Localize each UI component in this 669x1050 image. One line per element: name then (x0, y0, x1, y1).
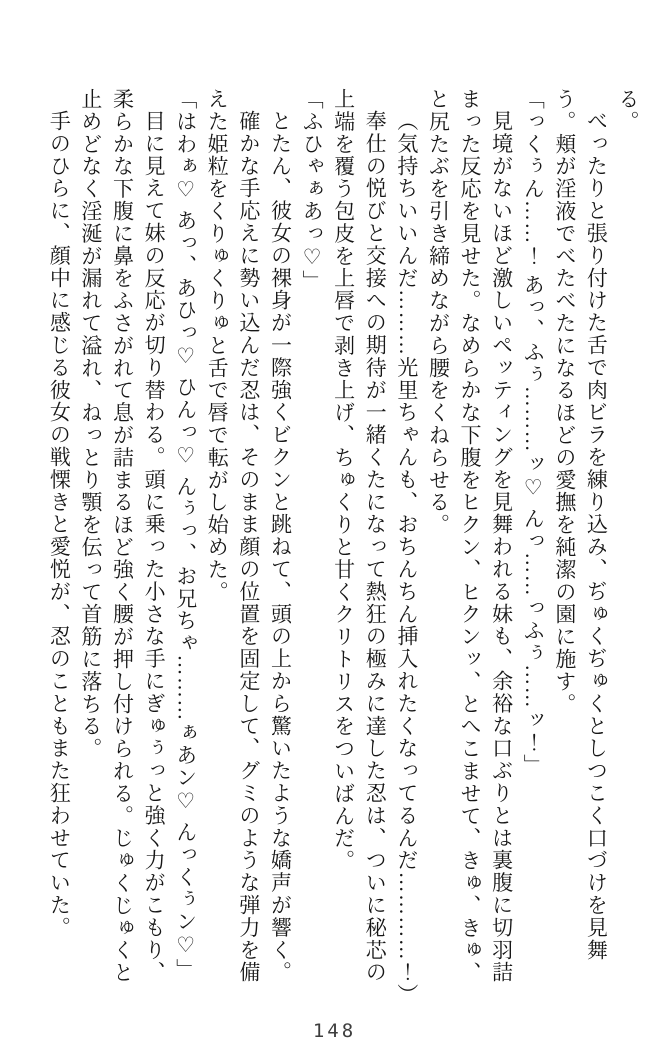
text-line-dialogue: 「っくぅん……！ あっ、ふぅ………ッ♡ んっ……っふぅ……ッ！」 (521, 88, 546, 777)
text-line: 止めどなく淫涎が漏れて溢れ、ねっとり顎を伝って首筋に落ちる。 (78, 88, 103, 760)
body-text (43, 88, 643, 1006)
text-line: う。頬が淫液でべたべたになるほどの愛撫を純潔の園に施す。 (552, 88, 577, 716)
text-line-thought: （気持ちいいんだ………光里ちゃんも、おちんちん挿入れたくなってるんだ…………！） (394, 110, 419, 1006)
text-line: 目に見えて妹の反応が切り替わる。頭に乗った小さな手にぎゅぅっと強く力がこもり、 (142, 110, 167, 984)
text-line: とたん、彼女の裸身が一際強くビクンと跳ねて、頭の上から驚いたような嬌声が響く。 (268, 110, 293, 984)
text-line: べったりと張り付けた舌で肉ビラを練り込み、ぢゅくぢゅくとしつこく口づけを見舞 (584, 110, 609, 962)
text-line-dialogue: 「はわぁ♡ あっ、あひっ♡ ひんっ♡ んぅっ、お兄ちゃ………ぁあン♡ んっくぅン♡」 (173, 88, 198, 981)
text-line: まった反応を見せた。なめらかな下腹をヒクン、ヒクンッ、とへこませて、きゅ、きゅ、 (458, 88, 483, 984)
text-line: えた姫粒をくりゅくりゅと舌で唇で転がし始めた。 (205, 88, 230, 604)
text-line: 手のひらに、顔中に感じる彼女の戦慄きと愛悦が、忍のこともまた狂わせていた。 (47, 110, 72, 939)
text-line-dialogue: 「ふひゃぁあっ♡」 (300, 88, 325, 293)
page-number: 148 (312, 1020, 357, 1042)
text-line: 柔らかな下腹に鼻をふさがれて息が詰まるほど強く腰が押し付けられる。じゅくじゅくと (110, 88, 135, 984)
text-line: 上端を覆う包皮を上唇で剥き上げ、ちゅくりと甘くクリトリスをついばんだ。 (331, 88, 356, 872)
text-line: る。 (616, 88, 640, 133)
text-line: 見境がないほど激しいペッティングを見舞われる妹も、余裕な口ぶりとは裏腹に切羽詰 (489, 110, 514, 984)
text-line: 確かな手応えに勢い込んだ忍は、そのまま顔の位置を固定して、グミのような弾力を備 (236, 110, 261, 984)
text-line: と尻たぶを引き締めながら腰をくねらせる。 (426, 88, 451, 536)
text-line: 奉仕の悦びと交接への期待が一緒くたになって熱狂の極みに達した忍は、ついに秘芯の (363, 110, 388, 984)
